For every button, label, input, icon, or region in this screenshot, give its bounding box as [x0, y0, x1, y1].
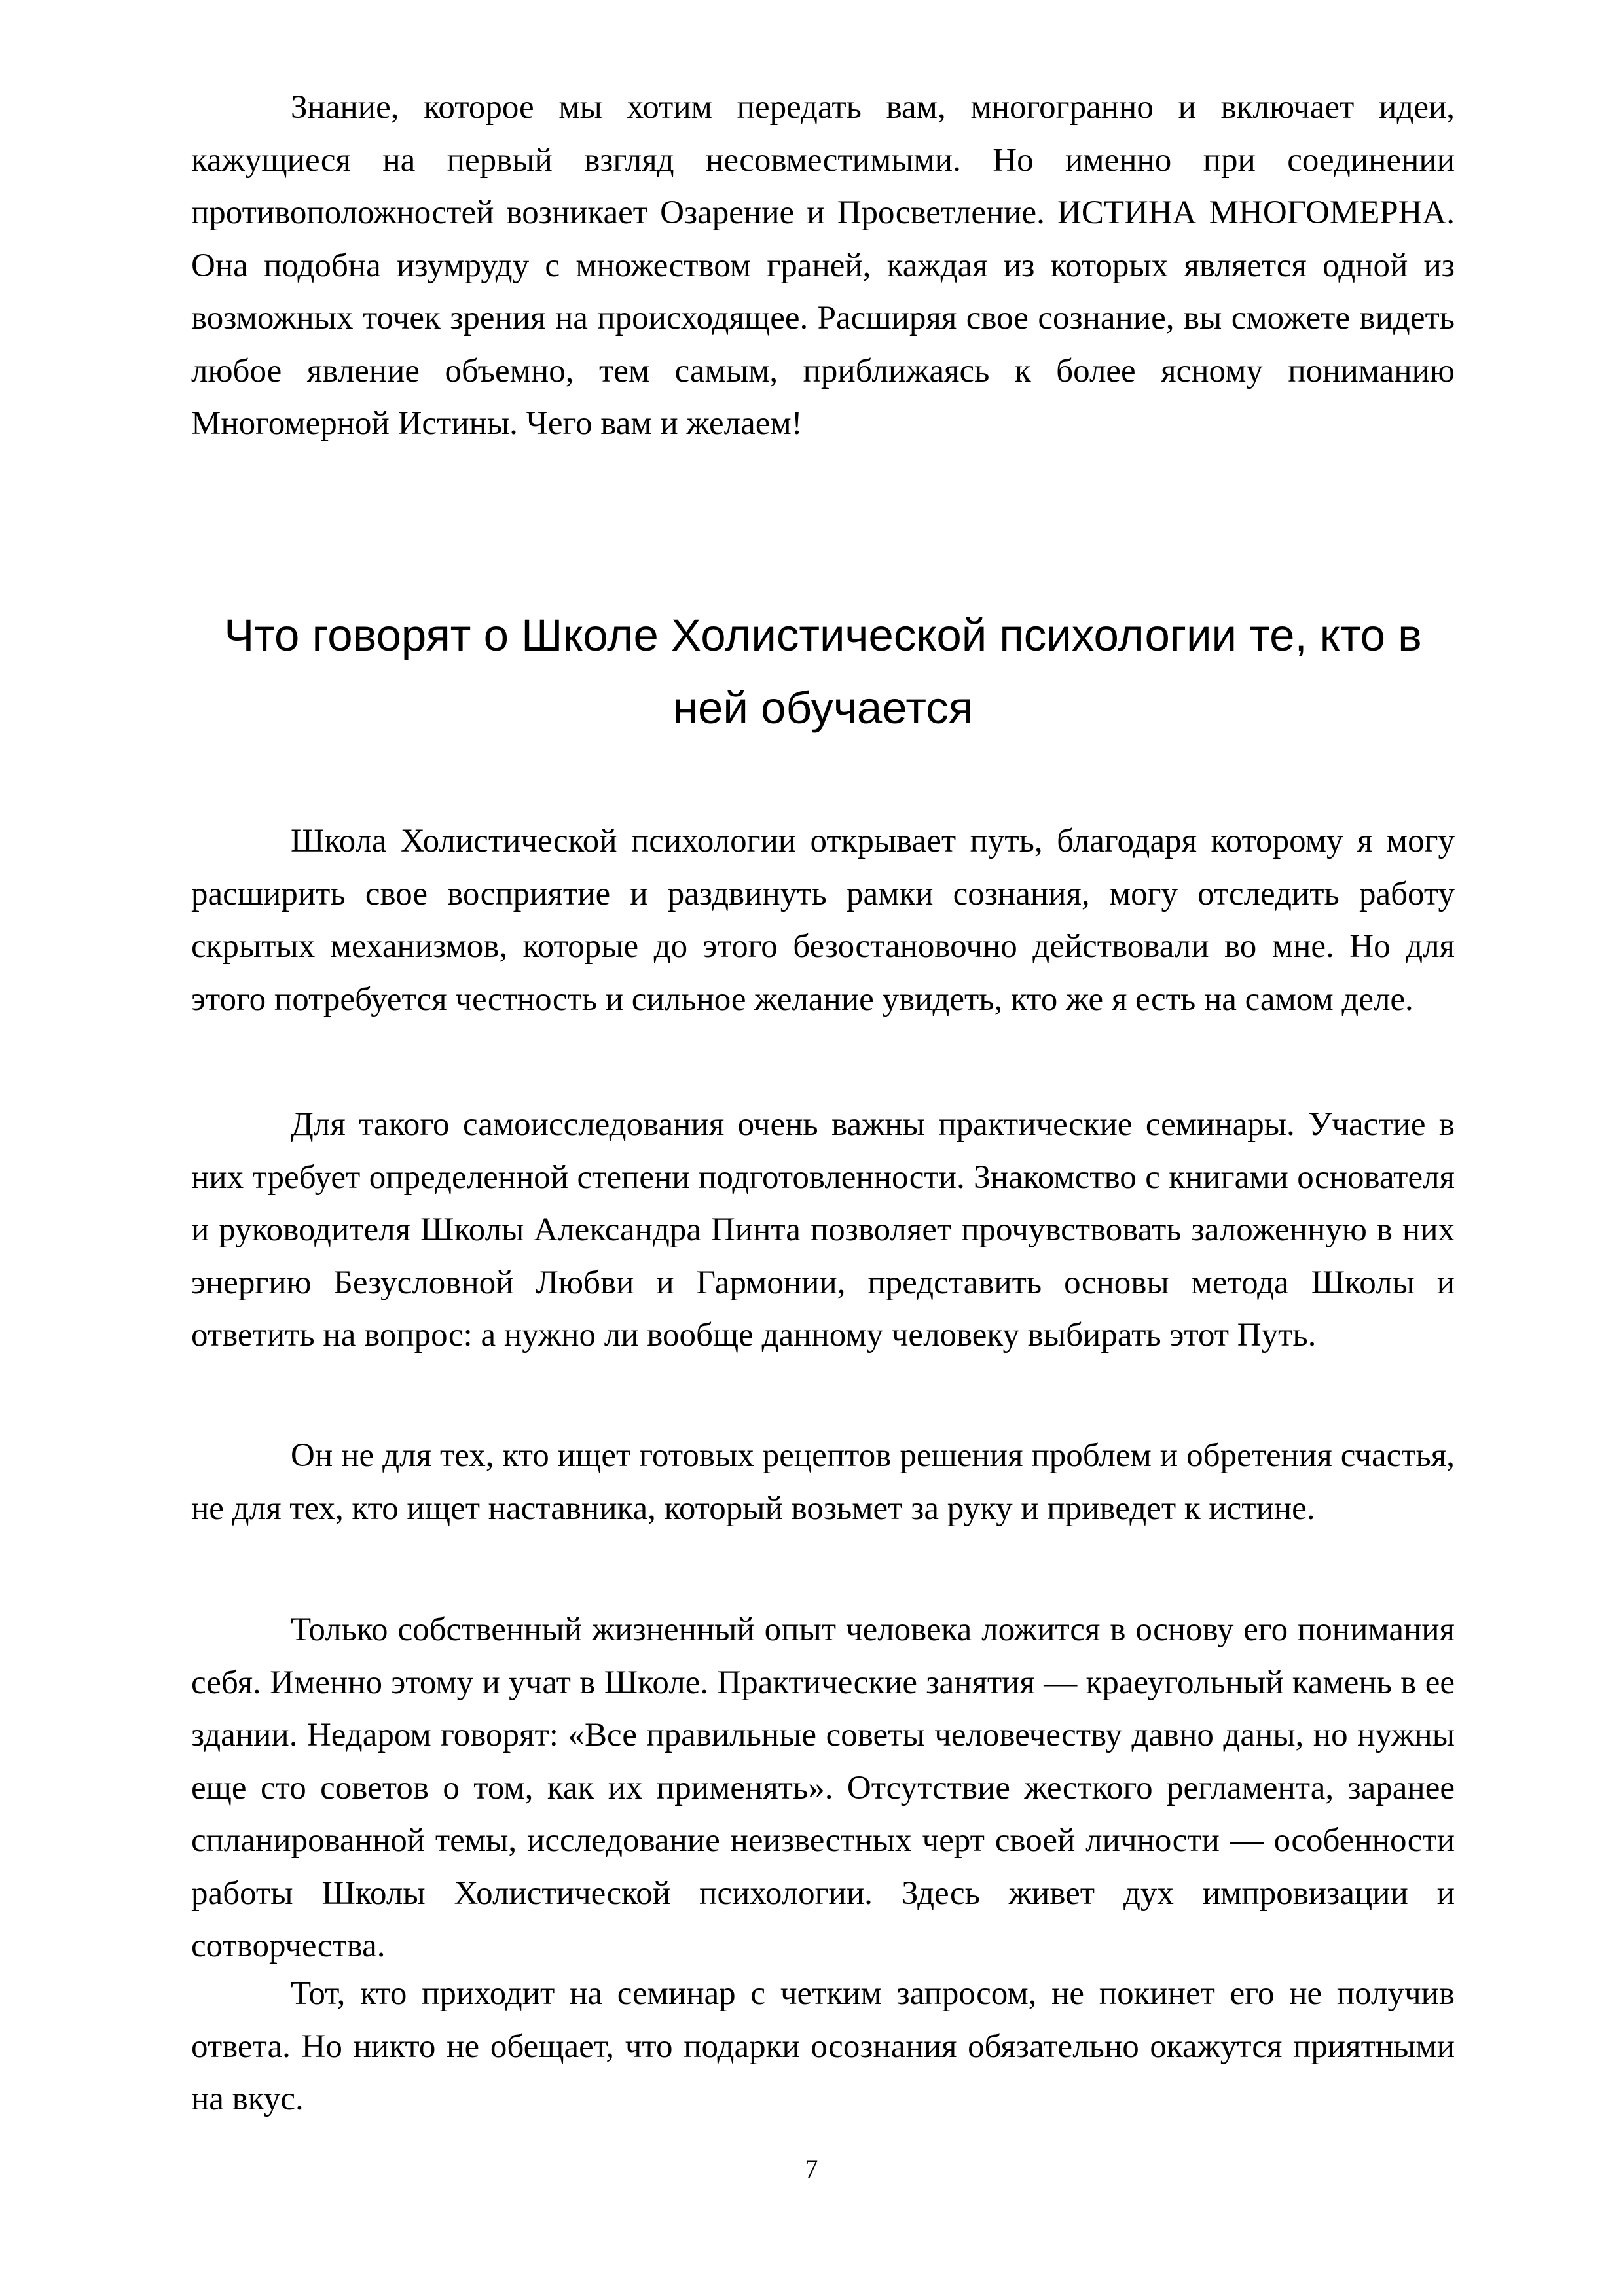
body-paragraph-1: Школа Холистической психологии открывает путь, благодаря которому я могу расширить свое восприятие и раздвинуть рамки сознания, могу отследить работу скрытых механизмов, которые до этого безостановочно действовали во мне. Но для этого потребуется честность и сильное желание увидеть, кто же я есть на самом деле. [191, 823, 1455, 1018]
body-paragraph-2: Для такого самоисследования очень важны практические семинары. Участие в них требует определенной степени подготовленности. Знакомство с книгами основателя и руководителя Школы Александра Пинта позволяет прочувствовать заложенную в них энергию Безусловной Любви и Гармонии, представить основы метода Школы и ответить на вопрос: а нужно ли вообще данному человеку выбирать этот Путь. [191, 1106, 1455, 1354]
body-paragraph-4: Только собственный жизненный опыт человека ложится в основу его понимания себя. Именно этому и учат в Школе. Практические занятия — краеугольный камень в ее здании. Недаром говорят: «Все правильные советы человечеству давно даны, но нужны еще сто советов о том, как их применять». Отсутствие жесткого регламента, заранее спланированной темы, исследование неизвестных черт своей личности — особенности работы Школы Холистической психологии. Здесь живет дух импровизации и сотворчества. [191, 1611, 1455, 1964]
body-paragraph-3: Он не для тех, кто ищет готовых рецептов решения проблем и обретения счастья, не для тех, кто ищет наставника, который возьмет за руку и приведет к истине. [191, 1437, 1455, 1527]
section-heading: Что говорят о Школе Холистической психологии те, кто в ней обучается [224, 610, 1422, 733]
page-number: 7 [805, 2154, 818, 2183]
intro-paragraph: Знание, которое мы хотим передать вам, многогранно и включает идеи, кажущиеся на первый взгляд несовместимыми. Но именно при соединении противоположностей возникает Озарение и Просветление. ИСТИНА МНОГОМЕРНА. Она подобна изумруду с множеством граней, каждая из которых является одной из возможных точек зрения на происходящее. Расширяя свое сознание, вы сможете видеть любое явление объемно, тем самым, приближаясь к более ясному пониманию Многомерной Истины. Чего вам и желаем! [191, 89, 1455, 442]
body-paragraph-5: Тот, кто приходит на семинар с четким запросом, не покинет его не получив ответа. Но никто не обещает, что подарки осознания обязательно окажутся приятными на вкус. [191, 1975, 1455, 2117]
